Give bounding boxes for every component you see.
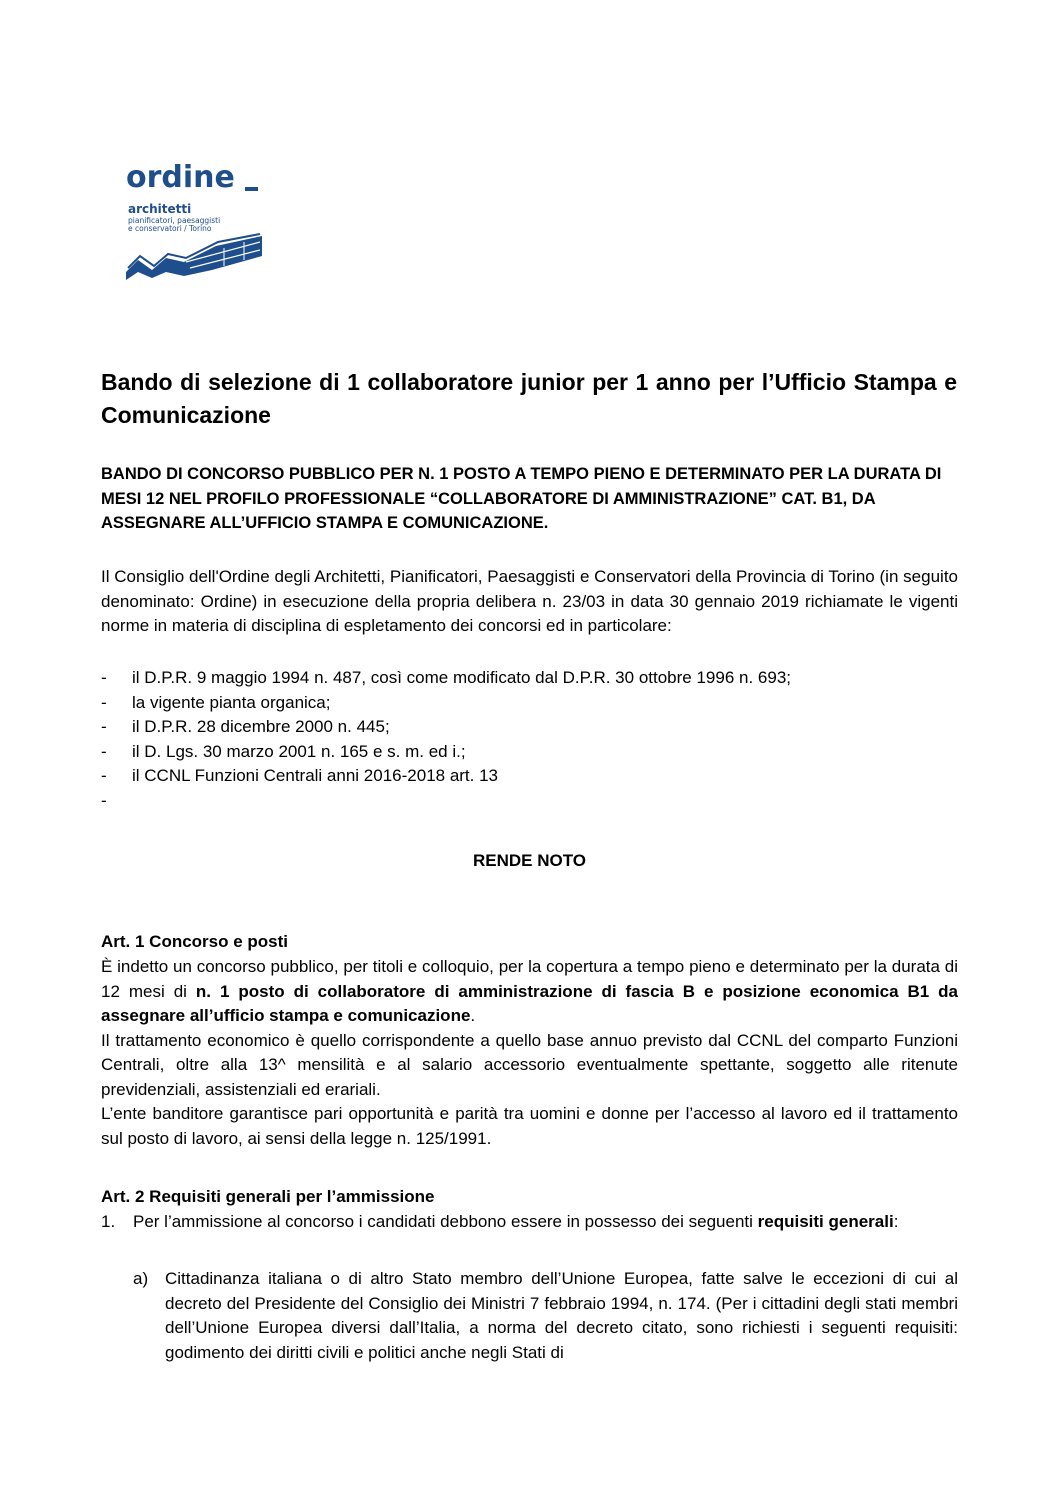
list-item-text: la vigente pianta organica; [132,692,331,712]
art2-item-1-bold: requisiti generali [757,1212,894,1231]
list-item-text: il D. Lgs. 30 marzo 2001 n. 165 e s. m. ed i.; [132,741,466,761]
list-dash: - [101,790,107,810]
list-item [101,789,958,814]
art2-heading: Art. 2 Requisiti generali per l’ammissione [101,1187,435,1206]
list-dash: - [101,668,107,687]
art1-p1-end: . [470,1006,476,1025]
art2-item-1 [101,1210,958,1235]
intro-paragraph: Il Consiglio dell'Ordine degli Architetti, Pianificatori, Paesaggisti e Conservatori della Provincia di Torino (in seguito denominato: Ordine) in esecuzione della propria delibera n. 23/03 in data 30 gennaio 2019 richiamate le vigenti norme in materia di disciplina di espletamento dei concorsi ed in particolare: [101,567,958,635]
list-item-text: il CCNL Funzioni Centrali anni 2016-2018 art. 13 [132,766,499,785]
list-item [101,666,958,691]
logo-dash-mark [245,187,258,191]
list-item-text: il D.P.R. 28 dicembre 2000 n. 445; [132,717,390,736]
list-item [101,715,958,740]
page-title: Bando di selezione di 1 collaboratore junior per 1 anno per l’Ufficio Stampa e Comunicazione [101,369,957,428]
list-item [101,740,958,765]
art1-body [101,955,958,1151]
document-subtitle: BANDO DI CONCORSO PUBBLICO PER N. 1 POSTO A TEMPO PIENO E DETERMINATO PER LA DURATA DI MESI 12 NEL PROFILO PROFESSIONALE “COLLABORATORE DI AMMINISTRAZIONE” CAT. B1, DA ASSEGNARE ALL’UFFICIO STAMPA E COMUNICAZIONE. [101,465,942,532]
list-dash: - [101,766,107,785]
art1-heading: Art. 1 Concorso e posti [101,932,289,951]
logo-line-architetti: architetti [128,202,192,216]
list-item [101,691,958,716]
list-item [101,764,958,789]
art1-p1-bold: n. 1 posto di collaboratore di amministrazione di fascia B e posizione economica B1 da assegnare all’ufficio stampa e comunicazione [101,981,959,1025]
list-dash: - [101,692,107,712]
art1-paragraph-1 [101,955,958,1029]
logo-wordmark: ordine [126,160,235,195]
art2-item-a [133,1267,958,1365]
art1-p1-text: È indetto un concorso pubblico, per titoli e colloquio, per la copertura a tempo pieno e determinato per la durata di 12 mesi di [101,957,958,1001]
art2-item-a-text: Cittadinanza italiana o di altro Stato membro dell’Unione Europea, fatte salve le eccezioni di cui al decreto del Presidente del Consiglio dei Ministri 7 febbraio 1994, n. 174. (Per i cittadini degli stati membri dell’Unione Europea diversi dall’Italia, a norma del decreto citato, sono richiesti i seguenti requisiti: godimento dei diritti civili e politici anche negli Stati di [165,1269,958,1362]
logo-skyline-graphic [126,232,262,280]
art2-item-1-end: : [893,1212,899,1231]
art1-paragraph-2: Il trattamento economico è quello corrispondente a quello base annuo previsto dal CCNL del comparto Funzioni Centrali, oltre alla 13^ mensilità e al salario accessorio eventualmente spettante, soggetto alle ritenute previdenziali, assistenziali ed erariali. [101,1030,958,1099]
art2-item-1-text [133,1210,958,1235]
list-item-text: il D.P.R. 9 maggio 1994 n. 487, così come modificato dal D.P.R. 30 ottobre 1996 n. 693; [132,668,791,687]
rende-noto-heading: RENDE NOTO [472,851,587,870]
ordine-logo [126,160,266,280]
references-list [101,666,958,813]
art2-item-1-start: Per l’ammissione al concorso i candidati debbono essere in possesso dei seguenti [133,1212,758,1231]
list-dash: - [101,717,107,736]
art2-item-1-number: 1. [101,1212,116,1231]
list-dash: - [101,741,107,761]
art2-item-a-letter: a) [133,1269,149,1288]
logo-line-pianificatori: pianificatori, paesaggisti [128,216,221,225]
logo-line-conservatori: e conservatori / Torino [128,224,212,233]
art1-paragraph-3: L’ente banditore garantisce pari opportunità e parità tra uomini e donne per l’accesso al lavoro ed il trattamento sul posto di lavoro, ai sensi della legge n. 125/1991. [101,1104,958,1148]
